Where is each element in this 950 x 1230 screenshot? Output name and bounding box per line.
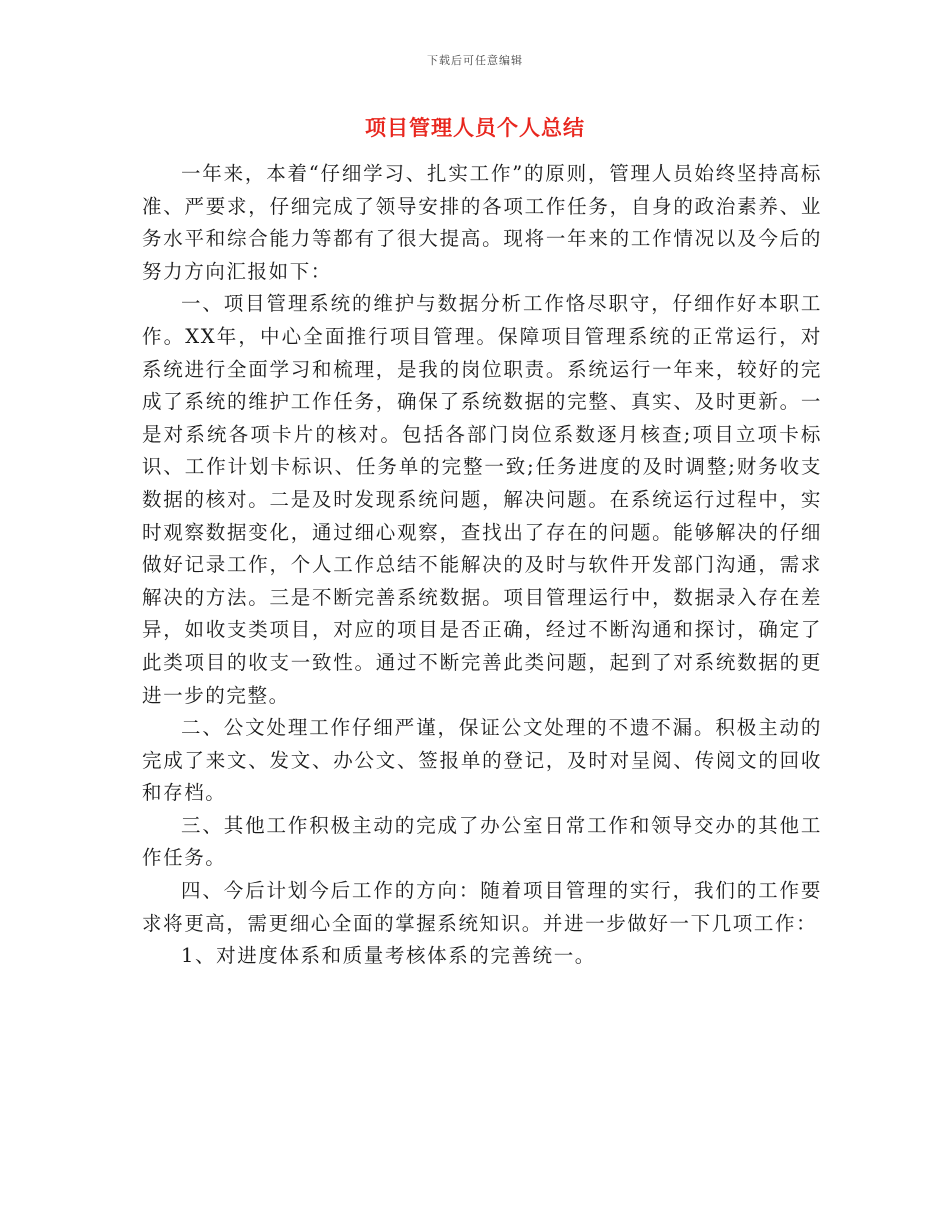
paragraph-section-4: 四、今后计划今后工作的方向：随着项目管理的实行，我们的工作要求将更高，需更细心全面的掌握系统知识。并进一步做好一下几项工作： [142, 879, 822, 935]
header-note: 下载后可任意编辑 [427, 54, 523, 67]
document-body [142, 158, 822, 973]
document-title: 项目管理人员个人总结 [365, 115, 585, 140]
paragraph-section-2: 二、公文处理工作仔细严谨，保证公文处理的不遗不漏。积极主动的完成了来文、发文、办公文、签报单的登记，及时对呈阅、传阅文的回收和存档。 [142, 716, 822, 805]
paragraph-intro: 一年来，本着“仔细学习、扎实工作”的原则，管理人员始终坚持高标准、严要求，仔细完成了领导安排的各项工作任务，自身的政治素养、业务水平和综合能力等都有了很大提高。现将一年来的工作情况以及今后的努力方向汇报如下： [142, 162, 822, 283]
paragraph-section-3: 三、其他工作积极主动的完成了办公室日常工作和领导交办的其他工作任务。 [142, 813, 822, 870]
paragraph-item-1: 1、对进度体系和质量考核体系的完善统一。 [181, 944, 596, 968]
paragraph-section-1: 一、项目管理系统的维护与数据分析工作恪尽职守，仔细作好本职工作。XX年，中心全面推行项目管理。保障项目管理系统的正常运行，对系统进行全面学习和梳理，是我的岗位职责。系统运行一年来，较好的完成了系统的维护工作任务，确保了系统数据的完整、真实、及时更新。一是对系统各项卡片的核对。包括各部门岗位系数逐月核查;项目立项卡标识、工作计划卡标识、任务单的完整一致;任务进度的及时调整;财务收支数据的核对。二是及时发现系统问题，解决问题。在系统运行过程中，实时观察数据变化，通过细心观察，查找出了存在的问题。能够解决的仔细做好记录工作，个人工作总结不能解决的及时与软件开发部门沟通，需求解决的方法。三是不断完善系统数据。项目管理运行中，数据录入存在差异，如收支类项目，对应的项目是否正确，经过不断沟通和探讨，确定了此类项目的收支一致性。通过不断完善此类问题，起到了对系统数据的更进一步的完整。 [142, 292, 822, 707]
